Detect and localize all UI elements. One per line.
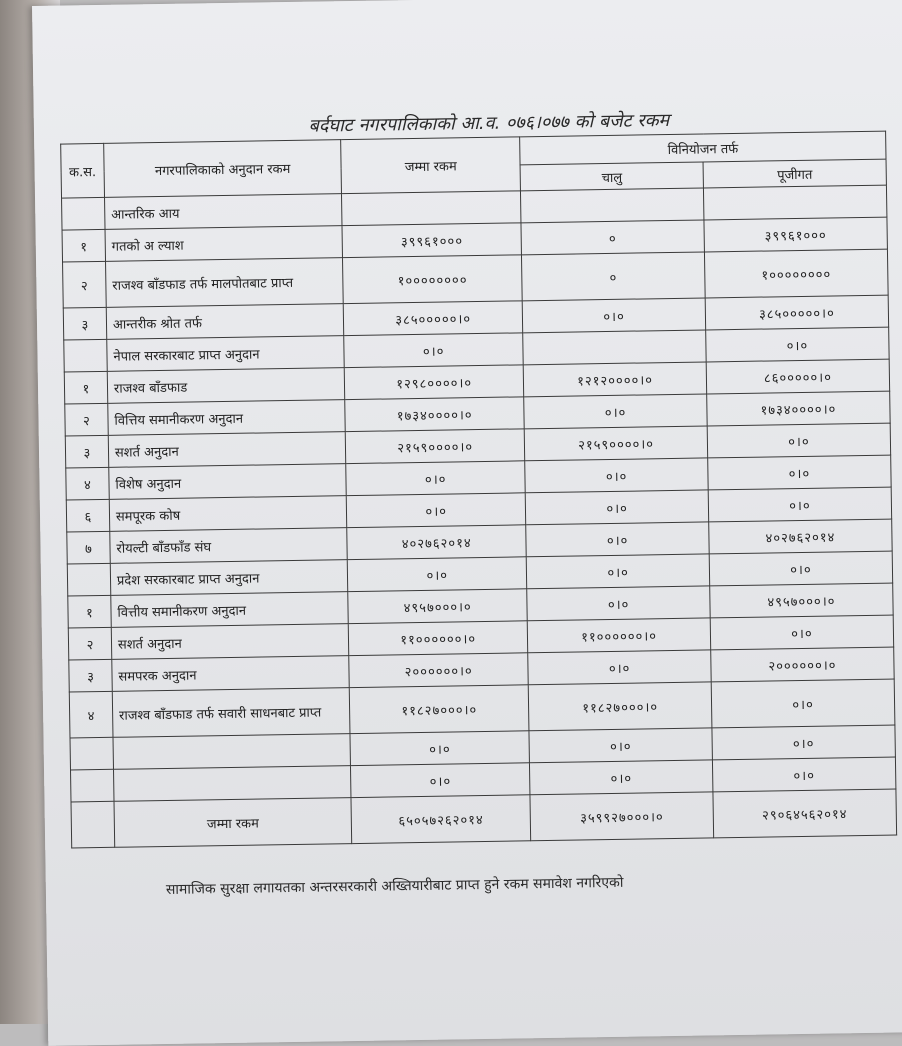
row-capital: ०।० — [708, 487, 891, 522]
budget-table — [60, 131, 897, 849]
row-sn: ७ — [67, 531, 110, 564]
row-total: ०।० — [346, 493, 526, 528]
row-current: ०।० — [524, 394, 707, 429]
row-label: वित्तिय समानीकरण अनुदान — [108, 400, 346, 436]
row-sn: ३ — [69, 659, 112, 692]
row-total: ०।० — [350, 731, 530, 766]
row-current: ०।० — [525, 458, 708, 493]
row-current: १२१२००००।० — [523, 362, 706, 397]
row-capital: २००००००।० — [711, 647, 894, 682]
row-total: ०।० — [344, 333, 524, 368]
row-sn — [64, 339, 107, 372]
row-sn — [71, 769, 114, 802]
row-current: ०।० — [529, 728, 712, 763]
row-sn: १ — [68, 595, 111, 628]
row-current: ११८२७०००।० — [528, 682, 711, 731]
row-capital — [703, 185, 886, 220]
header-grant: नगरपालिकाको अनुदान रकम — [104, 140, 342, 198]
header-current: चालु — [520, 162, 703, 191]
row-current: ०।० — [528, 650, 711, 685]
row-label: सशर्त अनुदान — [111, 624, 349, 660]
row-capital: ०।० — [708, 455, 891, 490]
row-capital: ०।० — [707, 423, 890, 458]
row-total: २००००००।० — [349, 653, 529, 688]
row-sn: १ — [62, 229, 105, 262]
row-sn: ३ — [65, 435, 108, 468]
row-label: सशर्त अनुदान — [108, 432, 346, 468]
row-sn: २ — [68, 627, 111, 660]
row-capital: ४०२७६२०१४ — [709, 519, 892, 554]
row-capital: ०।० — [709, 551, 892, 586]
row-total: ०।० — [346, 461, 526, 496]
row-current: ० — [522, 252, 705, 301]
row-total: १२९८००००।० — [344, 365, 524, 400]
row-label: आन्तरीक श्रोत तर्फ — [106, 304, 344, 340]
row-total: ३८५०००००।० — [343, 301, 523, 336]
row-sn: १ — [64, 371, 107, 404]
row-capital: ८६०००००।० — [706, 359, 889, 394]
row-current: ०।० — [525, 490, 708, 525]
row-current: ० — [521, 220, 704, 255]
row-total — [342, 191, 522, 226]
row-current: ०।० — [526, 554, 709, 589]
row-capital: ०।० — [712, 757, 895, 792]
row-total: ०।० — [351, 763, 531, 798]
row-sn: ६ — [66, 499, 109, 532]
row-label: आन्तरिक आय — [104, 194, 342, 230]
row-label: समपरक अनुदान — [112, 656, 350, 692]
row-label: राजश्व बाँडफाड तर्फ मालपोतबाट प्राप्त — [105, 258, 343, 308]
total-current: ३५९९२७०००।० — [530, 792, 713, 841]
row-current: २१५९००००।० — [524, 426, 707, 461]
row-sn: ४ — [69, 691, 113, 738]
row-label: प्रदेश सरकारबाट प्राप्त अनुदान — [110, 560, 348, 596]
row-current: ११००००००।० — [527, 618, 710, 653]
row-capital: ३९९६१००० — [704, 217, 887, 252]
table-body — [62, 185, 896, 802]
row-capital: ३८५०००००।० — [705, 295, 888, 330]
row-total: २१५९००००।० — [345, 429, 525, 464]
row-current: ०।० — [527, 586, 710, 621]
row-sn — [67, 563, 110, 596]
row-current: ०।० — [526, 522, 709, 557]
row-current — [521, 188, 704, 223]
row-sn: २ — [65, 403, 108, 436]
header-total: जम्मा रकम — [341, 137, 521, 194]
total-sn — [71, 801, 115, 848]
row-capital: ०।० — [710, 615, 893, 650]
row-sn: २ — [63, 261, 107, 308]
total-label: जम्मा रकम — [114, 798, 352, 848]
row-sn — [62, 197, 105, 230]
document-page — [32, 0, 902, 1046]
row-capital: ०।० — [706, 327, 889, 362]
footnote: सामाजिक सुरक्षा लगायतका अन्तरसरकारी अख्तियारीबाट प्राप्त हुने रकम समावेश नगरिएको — [165, 874, 624, 899]
row-total: १७३४००००।० — [345, 397, 525, 432]
row-label: वित्तीय समानीकरण अनुदान — [111, 592, 349, 628]
row-capital: ४९५७०००।० — [710, 583, 893, 618]
row-label — [113, 766, 351, 802]
row-total: १०००००००० — [343, 255, 523, 304]
row-total: ११८२७०००।० — [349, 685, 529, 734]
row-total: ३९९६१००० — [342, 223, 522, 258]
row-label: राजश्व बाँडफाड तर्फ सवारी साधनबाट प्राप्त — [112, 688, 350, 738]
total-total: ६५०५७२६२०१४ — [351, 795, 531, 844]
row-label — [113, 734, 351, 770]
row-label: समपूरक कोष — [109, 496, 347, 532]
row-total: ११००००००।० — [348, 621, 528, 656]
row-capital: ०।० — [711, 679, 895, 728]
row-total: ४९५७०००।० — [348, 589, 528, 624]
header-capital: पूजीगत — [703, 159, 886, 188]
header-allocation: विनियोजन तर्फ — [520, 131, 886, 165]
row-current: ०।० — [522, 298, 705, 333]
total-capital: २९०६४५६२०१४ — [713, 789, 897, 838]
row-sn: ३ — [63, 307, 106, 340]
header-sn: क.स. — [61, 143, 105, 198]
row-total: ४०२७६२०१४ — [347, 525, 527, 560]
row-label: नेपाल सरकारबाट प्राप्त अनुदान — [107, 336, 345, 372]
row-sn: ४ — [66, 467, 109, 500]
row-current — [523, 330, 706, 365]
row-current: ०।० — [530, 760, 713, 795]
row-label: राजश्व बाँडफाड — [107, 368, 345, 404]
row-label: रोयल्टी बाँडफाँड संघ — [110, 528, 348, 564]
row-sn — [70, 737, 113, 770]
row-total: ०।० — [347, 557, 527, 592]
row-label: विशेष अनुदान — [109, 464, 347, 500]
document-title: बर्दघाट नगरपालिकाको आ.व. ०७६।०७७ को बजेट रकम — [308, 110, 670, 137]
row-capital: ०।० — [712, 725, 895, 760]
row-label: गतको अ ल्याश — [105, 226, 343, 262]
row-capital: १०००००००० — [704, 249, 888, 298]
row-capital: १७३४००००।० — [707, 391, 890, 426]
